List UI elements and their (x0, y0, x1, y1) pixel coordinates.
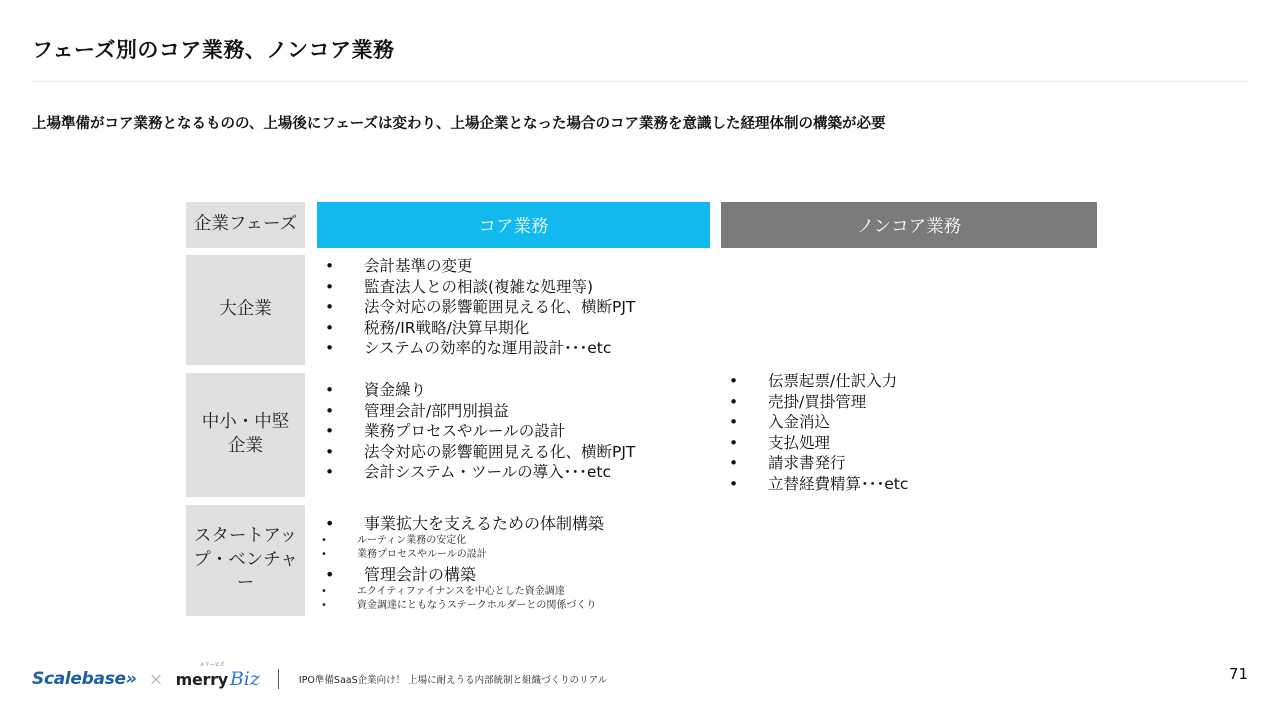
phase-label-line2: プ・ベンチャー (193, 549, 298, 594)
list-item: • 立替経費精算･･･etc (721, 474, 1097, 495)
footer-divider (278, 669, 279, 689)
core-tasks-large-enterprise (317, 256, 710, 366)
header-phase: 企業フェーズ (186, 202, 305, 248)
merry-wordmark: merry (175, 670, 228, 689)
list-item: • 支払処理 (721, 433, 1097, 454)
header-core: コア業務 (317, 202, 710, 248)
header-noncore: ノンコア業務 (721, 202, 1097, 248)
list-item: • 監査法人との相談(複雑な処理等) (317, 277, 710, 298)
list-item: • 管理会計/部門別損益 (317, 401, 710, 422)
list-item: • 会計基準の変更 (317, 256, 710, 277)
merrybiz-logo (175, 662, 260, 690)
sub-list-item: • 資金調達にともなうステークホルダーとの関係づくり (317, 599, 710, 613)
list-item: • 入金消込 (721, 412, 1097, 433)
biz-wordmark: Biz (229, 668, 260, 690)
list-item: • 法令対応の影響範囲見える化、横断PJT (317, 442, 710, 463)
phase-sme (186, 373, 305, 497)
title-divider (32, 81, 1248, 82)
noncore-tasks (721, 371, 1097, 501)
list-item: • 業務プロセスやルールの設計 (317, 421, 710, 442)
merrybiz-ruby: メリービズ (199, 662, 225, 668)
phase-label-line1: スタートアッ (193, 526, 298, 547)
sub-list-item: • エクイティファイナンスを中心とした資金調達 (317, 585, 710, 599)
phase-label: 大企業 (219, 299, 272, 320)
list-item: • 税務/IR戦略/決算早期化 (317, 318, 710, 339)
page-number: 71 (1228, 665, 1248, 683)
page-title: フェーズ別のコア業務、ノンコア業務 (32, 38, 395, 62)
list-item: • 会計システム・ツールの導入･･･etc (317, 462, 710, 483)
phase-large-enterprise (186, 255, 305, 365)
core-tasks-sme (317, 380, 710, 490)
list-item: • 管理会計の構築 (317, 564, 710, 585)
list-item: • 法令対応の影響範囲見える化、横断PJT (317, 297, 710, 318)
phase-label-line1: 中小・中堅 (201, 412, 290, 433)
footer-caption: IPO準備SaaS企業向け！ 上場に耐えうる内部統制と組織づくりのリアル (298, 675, 608, 686)
list-item: • 請求書発行 (721, 453, 1097, 474)
list-item: • 売掛/買掛管理 (721, 392, 1097, 413)
list-item: • 伝票起票/仕訳入力 (721, 371, 1097, 392)
list-item: • 事業拡大を支えるための体制構築 (317, 513, 710, 534)
footer (32, 662, 608, 693)
core-tasks-startup (317, 513, 710, 618)
times-symbol: × (148, 668, 164, 690)
list-item: • 資金繰り (317, 380, 710, 401)
scalebase-logo: Scalebase» (32, 669, 137, 689)
phase-startup (186, 505, 305, 616)
list-item: • システムの効率的な運用設計･･･etc (317, 338, 710, 359)
page-subtitle: 上場準備がコア業務となるものの、上場後にフェーズは変わり、上場企業となった場合のコア業務を意識した経理体制の構築が必要 (32, 116, 886, 132)
sub-list-item: • 業務プロセスやルールの設計 (317, 548, 710, 562)
sub-list-item: • ルーティン業務の安定化 (317, 534, 710, 548)
phase-label-line2: 企業 (228, 436, 263, 456)
